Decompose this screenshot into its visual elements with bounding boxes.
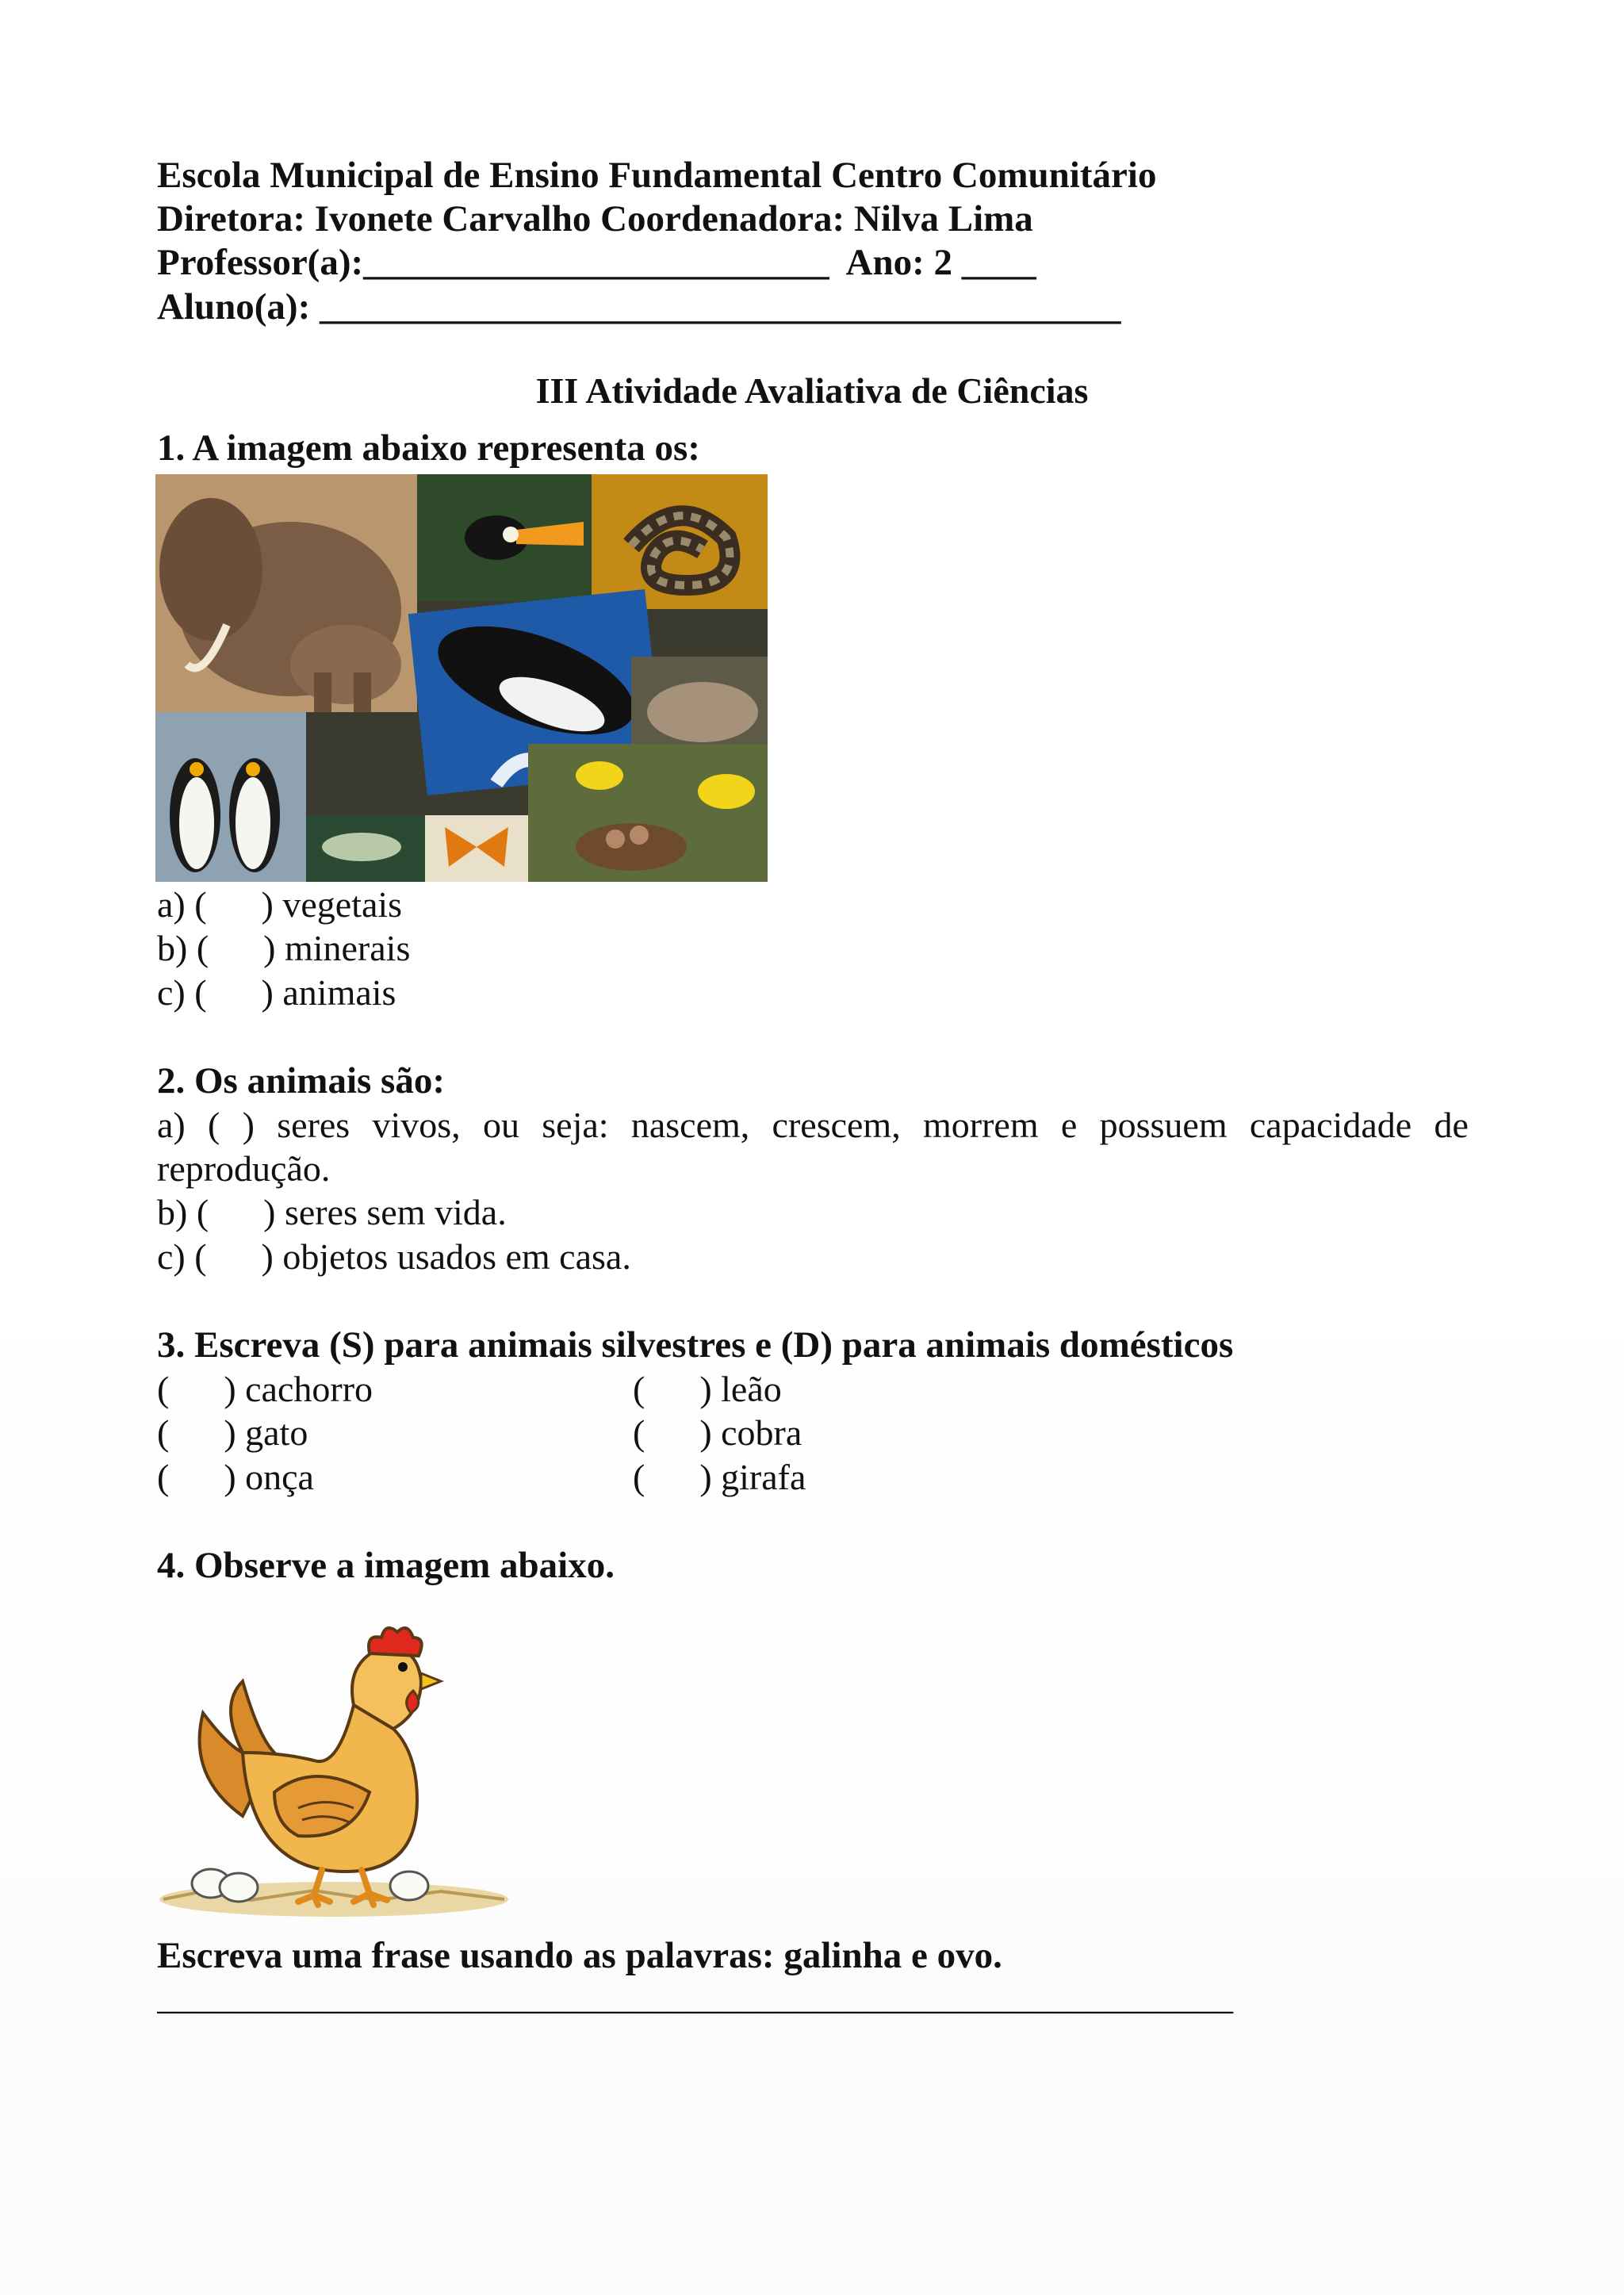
- q2-option-a-word: morrem: [923, 1105, 1039, 1145]
- q1-option-a[interactable]: a) ( ) vegetais: [157, 884, 403, 925]
- q2-option-a-word: seja:: [542, 1105, 609, 1145]
- hen-with-eggs-image: [155, 1618, 512, 1927]
- q3-item-girafa[interactable]: ( ) girafa: [633, 1457, 806, 1497]
- q3-item-onca[interactable]: ( ) onça: [157, 1457, 314, 1497]
- q2-option-a-word: a): [157, 1105, 186, 1145]
- q3-item-leao[interactable]: ( ) leão: [633, 1369, 782, 1409]
- school-name: Escola Municipal de Ensino Fundamental Centro Comunitário: [157, 155, 1157, 196]
- question-1: 1. A imagem abaixo representa os:: [157, 427, 700, 469]
- staff-line: Diretora: Ivonete Carvalho Coordenadora: Nilva Lima: [157, 198, 1033, 239]
- q3-item-cachorro[interactable]: ( ) cachorro: [157, 1369, 373, 1409]
- q4-answer-line[interactable]: ___________________________________________________________: [157, 1979, 1233, 2015]
- q2-option-a-word: (: [208, 1105, 220, 1145]
- q2-option-a-word: ou: [482, 1105, 519, 1145]
- q2-option-a-word: vivos,: [372, 1105, 461, 1145]
- q2-option-a-word: ): [242, 1105, 255, 1145]
- teacher-line: Professor(a):_________________________ Ano: 2 ____: [157, 242, 1036, 283]
- student-line: Aluno(a): ___________________________________________: [157, 286, 1121, 328]
- animal-collage-image: [155, 474, 768, 882]
- q2-option-a-word: nascem,: [630, 1105, 750, 1145]
- question-4: 4. Observe a imagem abaixo.: [157, 1545, 615, 1586]
- q2-option-a-word: crescem,: [772, 1105, 901, 1145]
- q2-option-b[interactable]: b) ( ) seres sem vida.: [157, 1192, 507, 1232]
- q2-option-a-continuation: reprodução.: [157, 1148, 331, 1189]
- q2-option-c[interactable]: c) ( ) objetos usados em casa.: [157, 1236, 631, 1277]
- q4-prompt: Escreva uma frase usando as palavras: galinha e ovo.: [157, 1935, 1002, 1976]
- q2-option-a-word: capacidade: [1249, 1105, 1412, 1145]
- q2-option-a-word: seres: [277, 1105, 350, 1145]
- question-3: 3. Escreva (S) para animais silvestres e (D) para animais domésticos: [157, 1324, 1234, 1366]
- q1-option-b[interactable]: b) ( ) minerais: [157, 928, 411, 968]
- q3-item-gato[interactable]: ( ) gato: [157, 1412, 308, 1453]
- worksheet-title: III Atividade Avaliativa de Ciências: [535, 370, 1089, 411]
- q2-option-a-word: possuem: [1099, 1105, 1228, 1145]
- q2-option-a-word: de: [1434, 1105, 1469, 1145]
- q1-option-c[interactable]: c) ( ) animais: [157, 972, 396, 1013]
- q2-option-a[interactable]: [157, 1107, 1469, 1144]
- question-2: 2. Os animais são:: [157, 1060, 445, 1102]
- q3-item-cobra[interactable]: ( ) cobra: [633, 1412, 802, 1453]
- q2-option-a-word: e: [1060, 1105, 1078, 1145]
